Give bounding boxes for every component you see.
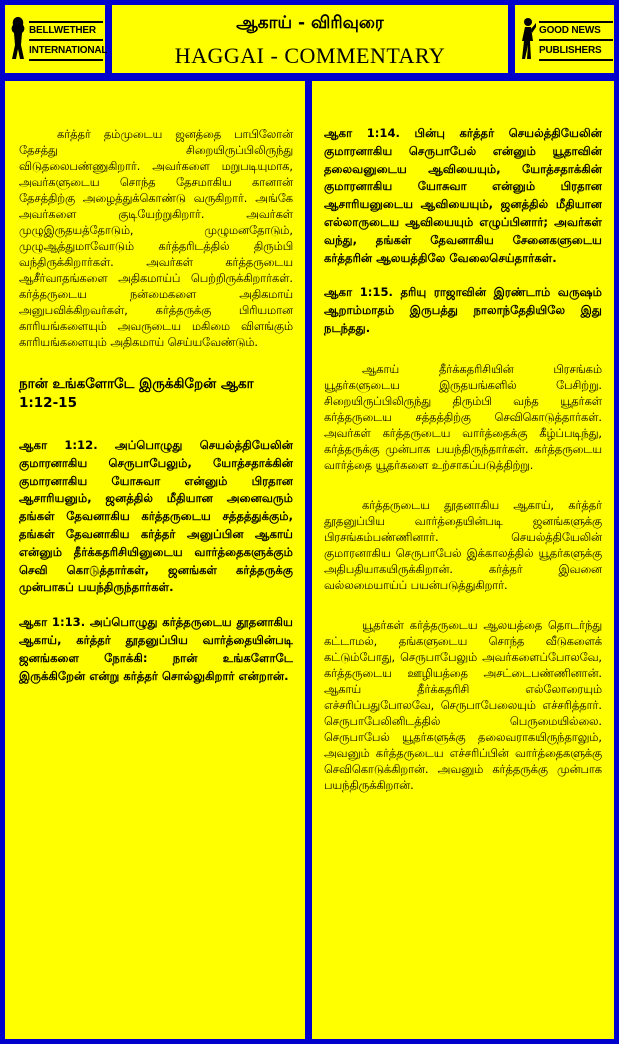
title-box (110, 3, 510, 75)
verse-1-12: ஆகா 1:12. அப்பொழுது செயல்த்தியேலின் குமாரனாகிய செருபாபேலும், யோத்சதாக்கின் குமாரனாகிய யோசுவா என்னும் பிரதான ஆசாரியனும், ஜனத்தில் மீதியான அனைவரும் தங்கள் தேவனாகிய கர்த்தருடைய சத்தத்துக்கும், தங்கள் தேவனாகிய கர்த்தர் அனுப்பின ஆகாய் என்னும் தீர்க்கதரிசியினுடைய வார்த்தைகளுக்கும் செவி கொடுத்தார்கள், ஜனங்கள் கர்த்தருக்கு முன்பாகப் பயந்திருந்தார்கள். (19, 438, 293, 595)
bellwether-logo-line1: BELLWETHER (29, 25, 96, 36)
good-news-logo (519, 15, 615, 67)
good-news-logo-line1: GOOD NEWS (539, 25, 601, 36)
herald-icon (519, 15, 537, 63)
commentary-paragraph-3: யூதர்கள் கர்த்தருடைய ஆலயத்தை தொடர்ந்து கட்டாமல், தங்களுடைய சொந்த வீடுகளைக் கட்டும்போது, செருபாபேலும் அவர்களைப்போலவே, கர்த்தருடைய ஊழியத்தை அசட்டைபண்ணினான். ஆகாய் தீர்க்கதரிசி எல்லோரையும் எச்சரிப்பதுபோலவே, செருபாபேலையும் எச்சரித்தார். செருபாபேலினிடத்தில் பெருமையில்லை. செருபாபேல் யூதர்களுக்கு தலைவராகயிருந்தாலும், அவனும் கர்த்தருடைய எச்சரிப்பின் வார்த்தைகளுக்கு செவிகொடுக்கிறான். அவனும் கர்த்தருக்கு முன்பாக பயந்திருக்கிறான். (324, 618, 602, 792)
verse-1-15: ஆகா 1:15. தரியு ராஜாவின் இரண்டாம் வருஷம் ஆறாம்மாதம் இருபத்து நாலாந்தேதியிலே இது நடந்தது. (324, 285, 602, 335)
left-column (3, 79, 307, 1041)
logo-rule-top (539, 21, 613, 23)
page-title-tamil: ஆகாய் - விரிவுரை (236, 13, 384, 33)
commentary-paragraph-1: ஆகாய் தீர்க்கதரிசியின் பிரசங்கம் யூதர்களுடைய இருதயங்களில் பேசிற்று. சிறையிருப்பிலிருந்து திரும்பி வந்த யூதர்கள் கர்த்தருடைய சத்தத்திற்கு செவிகொடுத்தார்கள். அவர்கள் கர்த்தருடைய வார்த்தைக்கு கீழ்ப்படிந்து, கர்த்தருக்கு முன்பாக பயந்திருந்தார்கள். கர்த்தருடைய வார்த்தை யூதர்களை உற்சாகப்படுத்திற்று. (324, 362, 602, 472)
verse-1-13: ஆகா 1:13. அப்பொழுது கர்த்தருடைய தூதனாகிய ஆகாய், கர்த்தர் தூதனுப்பிய வார்த்தையின்படி ஜனங்களை நோக்கி: நான் உங்களோடே இருக்கிறேன் என்று கர்த்தர் சொல்லுகிறார் என்றான். (19, 615, 293, 683)
intro-paragraph: கர்த்தர் தம்முடைய ஜனத்தை பாபிலோன் தேசத்து சிறையிருப்பிலிருந்து விடுதலைபண்ணுகிறார். அவர்களை மறுபடியுமாக, அவர்களுடைய சொந்த தேசமாகிய கானான் தேசத்திற்கு அழைத்துக்கொண்டு வருகிறார். அங்கே அவர்களை குடியேற்றுகிறார். அவர்கள் முழுஇருதயத்தோடும், முழுமனதோடும், முழுஆத்துமாவோடும் கர்த்தரிடத்தில் திரும்பி வந்திருக்கிறார்கள். அவர்கள் கர்த்தருடைய ஆசீர்வாதங்களை அதிகமாய்ப் பெற்றிருக்கிறார்கள். கர்த்தருடைய நன்மைகளை அதிகமாய் அனுபவிக்கிறவர்கள், கர்த்தருக்கு பிரியமான காரியங்களையும் அவருடைய மகிமை விளங்கும் காரியங்களையும் அதிகமாய் செய்யவேண்டும். (19, 128, 293, 349)
bellwether-logo-box (3, 3, 107, 75)
commentary-paragraph-2: கர்த்தருடைய தூதனாகிய ஆகாய், கர்த்தர் தூதனுப்பிய வார்த்தையின்படி ஜனங்களுக்கு பிரசங்கம்பண்ணினார். செயல்த்தியேலின் குமாரனாகிய செருபாபேல் இக்காலத்தில் யூதர்களுக்கு அதிபதியாகயிருக்கிறான். கர்த்தர் இவனை வல்லமையாய்ப் பயன்படுத்துகிறார். (324, 498, 602, 592)
right-column (310, 79, 616, 1041)
section-heading: நான் உங்களோடே இருக்கிறேன் ஆகா 1:12-15 (19, 376, 254, 411)
bellwether-logo-line2: INTERNATIONAL (29, 45, 108, 56)
ram-icon (9, 15, 27, 63)
logo-rule-mid (539, 39, 613, 41)
logo-rule-mid (29, 39, 103, 41)
logo-rule-bottom (29, 59, 103, 61)
logo-rule-bottom (539, 59, 613, 61)
bellwether-logo (9, 15, 108, 67)
logo-rule-top (29, 21, 103, 23)
good-news-logo-box (513, 3, 616, 75)
page-title-english: HAGGAI - COMMENTARY (174, 43, 446, 68)
good-news-logo-line2: PUBLISHERS (539, 45, 602, 56)
verse-1-14: ஆகா 1:14. பின்பு கர்த்தர் செயல்த்தியேலின் குமாரனாகிய செருபாபேல் என்னும் யூதாவின் தலைவனுடைய ஆவியையும், யோத்சதாக்கின் குமாரனாகிய யோசுவா என்னும் பிரதான ஆசாரியனுடைய ஆவியையும், ஜனத்தில் மீதியான எல்லாருடைய ஆவியையும் எழுப்பினார்; அவர்கள் வந்து, தங்கள் தேவனாகிய சேனைகளுடைய கர்த்தரின் ஆலயத்திலே வேலைசெய்தார்கள். (324, 126, 602, 265)
